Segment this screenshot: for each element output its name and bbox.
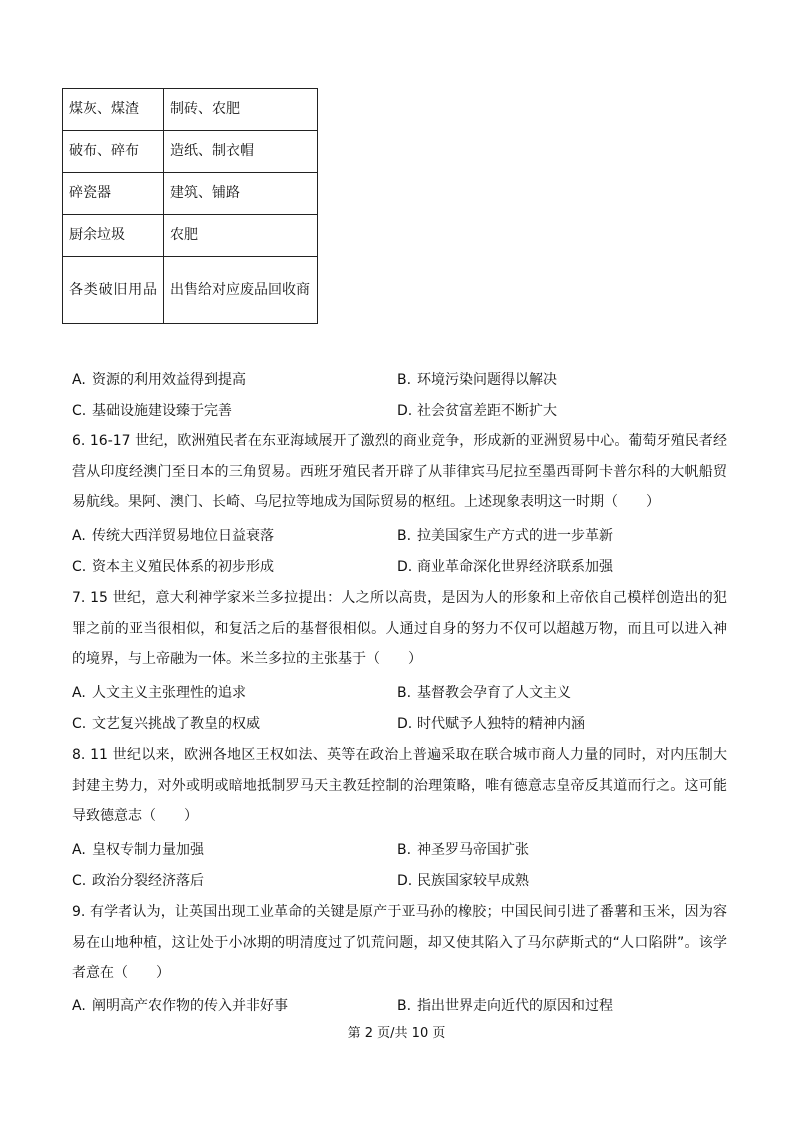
table-cell-item: 破布、碎布 — [63, 131, 164, 173]
option-6c[interactable]: C. 资本主义殖民体系的初步形成 — [72, 559, 274, 575]
option-text: 时代赋予人独特的精神内涵 — [417, 716, 585, 732]
option-8d[interactable]: D. 民族国家较早成熟 — [397, 873, 529, 889]
option-7a[interactable]: A. 人文主义主张理性的追求 — [72, 685, 246, 701]
option-7c[interactable]: C. 文艺复兴挑战了教皇的权威 — [72, 716, 260, 732]
page-footer: 第 2 页/共 10 页 — [347, 1026, 446, 1041]
option-text: 资源的利用效益得到提高 — [92, 372, 246, 388]
table-cell-item: 煤灰、煤渣 — [63, 89, 164, 131]
option-5a[interactable]: A. 资源的利用效益得到提高 — [72, 372, 246, 388]
option-7b[interactable]: B. 基督教会孕育了人文主义 — [397, 685, 571, 701]
option-text: 拉美国家生产方式的进一步革新 — [417, 528, 613, 544]
table-cell-item: 各类破旧用品 — [63, 257, 164, 324]
option-text: 皇权专制力量加强 — [92, 842, 204, 858]
option-text: 文艺复兴挑战了教皇的权威 — [92, 716, 260, 732]
question-8-stem: 8. 11 世纪以来，欧洲各地区王权如法、英等在政治上普遍采取在联合城市商人力量的同时，对内压制大封建主势力，对外或明或暗地抵制罗马天主教廷控制的治理策略，唯有德意志皇帝反其道而行之。这可能导致德意志（ ） — [72, 747, 727, 824]
option-5b[interactable]: B. 环境污染问题得以解决 — [397, 372, 557, 388]
option-9a[interactable]: A. 阐明高产农作物的传入并非好事 — [72, 998, 288, 1014]
option-text: 神圣罗马帝国扩张 — [417, 842, 529, 858]
table-row — [63, 257, 318, 324]
table-row — [63, 89, 318, 131]
option-5c[interactable]: C. 基础设施建设臻于完善 — [72, 403, 232, 419]
waste-recycling-table — [62, 88, 318, 324]
option-6d[interactable]: D. 商业革命深化世界经济联系加强 — [397, 559, 613, 575]
table-cell-use: 建筑、铺路 — [164, 173, 318, 215]
table-cell-item: 碎瓷器 — [63, 173, 164, 215]
option-text: 资本主义殖民体系的初步形成 — [92, 559, 274, 575]
question-6-stem: 6. 16-17 世纪，欧洲殖民者在东亚海域展开了激烈的商业竞争，形成新的亚洲贸易中心。葡萄牙殖民者经营从印度经澳门至日本的三角贸易。西班牙殖民者开辟了从菲律宾马尼拉至墨西哥阿卡普尔科的大帆船贸易航线。果阿、澳门、长崎、乌尼拉等地成为国际贸易的枢纽。上述现象表明这一时期（ ） — [72, 433, 727, 510]
option-text: 商业革命深化世界经济联系加强 — [417, 559, 613, 575]
option-text: 民族国家较早成熟 — [417, 873, 529, 889]
option-text: 社会贫富差距不断扩大 — [417, 403, 557, 419]
table-cell-item: 厨余垃圾 — [63, 215, 164, 257]
option-text: 阐明高产农作物的传入并非好事 — [92, 998, 288, 1014]
question-7-stem: 7. 15 世纪，意大利神学家米兰多拉提出：人之所以高贵，是因为人的形象和上帝依自己模样创造出的犯罪之前的亚当很相似，和复活之后的基督很相似。人通过自身的努力不仅可以超越万物，而且可以进入神的境界，与上帝融为一体。米兰多拉的主张基于（ ） — [72, 590, 727, 667]
option-text: 基础设施建设臻于完善 — [92, 403, 232, 419]
table-row — [63, 131, 318, 173]
table-row — [63, 215, 318, 257]
option-text: 传统大西洋贸易地位日益衰落 — [92, 528, 274, 544]
table-cell-use: 造纸、制衣帽 — [164, 131, 318, 173]
option-8c[interactable]: C. 政治分裂经济落后 — [72, 873, 204, 889]
option-text: 环境污染问题得以解决 — [417, 372, 557, 388]
table-cell-use: 农肥 — [164, 215, 318, 257]
option-text: 基督教会孕育了人文主义 — [417, 685, 571, 701]
option-text: 人文主义主张理性的追求 — [92, 685, 246, 701]
table-cell-use: 制砖、农肥 — [164, 89, 318, 131]
option-7d[interactable]: D. 时代赋予人独特的精神内涵 — [397, 716, 585, 732]
option-9b[interactable]: B. 指出世界走向近代的原因和过程 — [397, 998, 613, 1014]
table-row — [63, 173, 318, 215]
option-text: 指出世界走向近代的原因和过程 — [417, 998, 613, 1014]
question-9-stem: 9. 有学者认为，让英国出现工业革命的关键是原产于亚马孙的橡胶；中国民间引进了番薯和玉米，因为容易在山地种植，这让处于小冰期的明清度过了饥荒问题，却又使其陷入了马尔萨斯式的“人口陷阱”。该学者意在（ ） — [72, 904, 727, 981]
option-6b[interactable]: B. 拉美国家生产方式的进一步革新 — [397, 528, 613, 544]
option-6a[interactable]: A. 传统大西洋贸易地位日益衰落 — [72, 528, 274, 544]
option-text: 政治分裂经济落后 — [92, 873, 204, 889]
table-cell-use: 出售给对应废品回收商 — [164, 257, 318, 324]
option-8a[interactable]: A. 皇权专制力量加强 — [72, 842, 204, 858]
option-5d[interactable]: D. 社会贫富差距不断扩大 — [397, 403, 557, 419]
option-8b[interactable]: B. 神圣罗马帝国扩张 — [397, 842, 529, 858]
